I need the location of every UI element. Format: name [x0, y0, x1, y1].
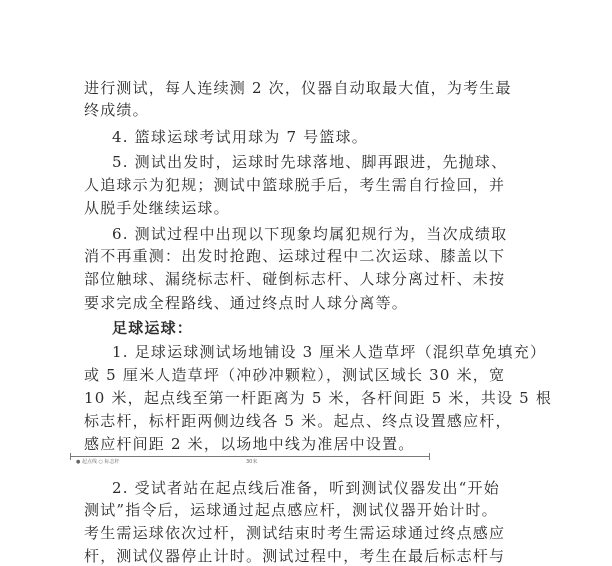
field-line	[70, 456, 430, 457]
text-line: 人追球示为犯规；测试中篮球脱手后，考生需自行捡回，并	[84, 176, 506, 194]
text-line: 2. 受试者站在起点线后准备，听到测试仪器发出“开始	[112, 479, 500, 497]
text-line: 5. 测试出发时，运球时先球落地、脚再跟进，先抛球、	[112, 153, 508, 171]
section-heading: 足球运球：	[112, 319, 194, 337]
text-line: 终成绩。	[84, 101, 149, 119]
text-line: 或 5 厘米人造草坪（冲砂冲颗粒），测试区域长 30 米，宽	[84, 366, 506, 384]
text-line: 要求完成全程路线、通过终点时人球分离等。	[84, 294, 409, 312]
diagram-length-label: 30米	[246, 459, 258, 465]
text-line: 1. 足球运球测试场地铺设 3 厘米人造草坪（混织草免填充）	[112, 343, 547, 361]
text-line: 消不再重测：出发时抢跑、运球过程中二次运球、膝盖以下	[84, 247, 506, 265]
text-line: 从脱手处继续运球。	[84, 199, 230, 217]
diagram-legend: ● 起点线 ○ 标志杆	[76, 459, 120, 465]
field-end-tick	[429, 453, 430, 460]
text-line: 杆，测试仪器停止计时。测试过程中，考生在最后标志杆与	[84, 547, 506, 565]
text-line: 测试”指令后，运球通过起点感应杆，测试仪器开始计时。	[84, 501, 498, 519]
text-line: 考生需运球依次过杆，测试结束时考生需运球通过终点感应	[84, 524, 506, 542]
field-diagram	[70, 453, 430, 467]
text-line: 10 米，起点线至第一杆距离为 5 米，各杆间距 5 米，共设 5 根	[84, 389, 553, 407]
text-line: 4. 篮球运球考试用球为 7 号篮球。	[112, 128, 368, 146]
field-start-tick	[70, 453, 71, 460]
text-line: 6. 测试过程中出现以下现象均属犯规行为，当次成绩取	[112, 225, 508, 243]
text-line: 标志杆，标杆距两侧边线各 5 米。起点、终点设置感应杆，	[84, 412, 512, 430]
text-line: 部位触球、漏绕标志杆、碰倒标志杆、人球分离过杆、未按	[84, 270, 506, 288]
text-line: 感应杆间距 2 米，以场地中线为准居中设置。	[84, 435, 415, 453]
text-line: 进行测试，每人连续测 2 次，仪器自动取最大值，为考生最	[84, 79, 512, 97]
